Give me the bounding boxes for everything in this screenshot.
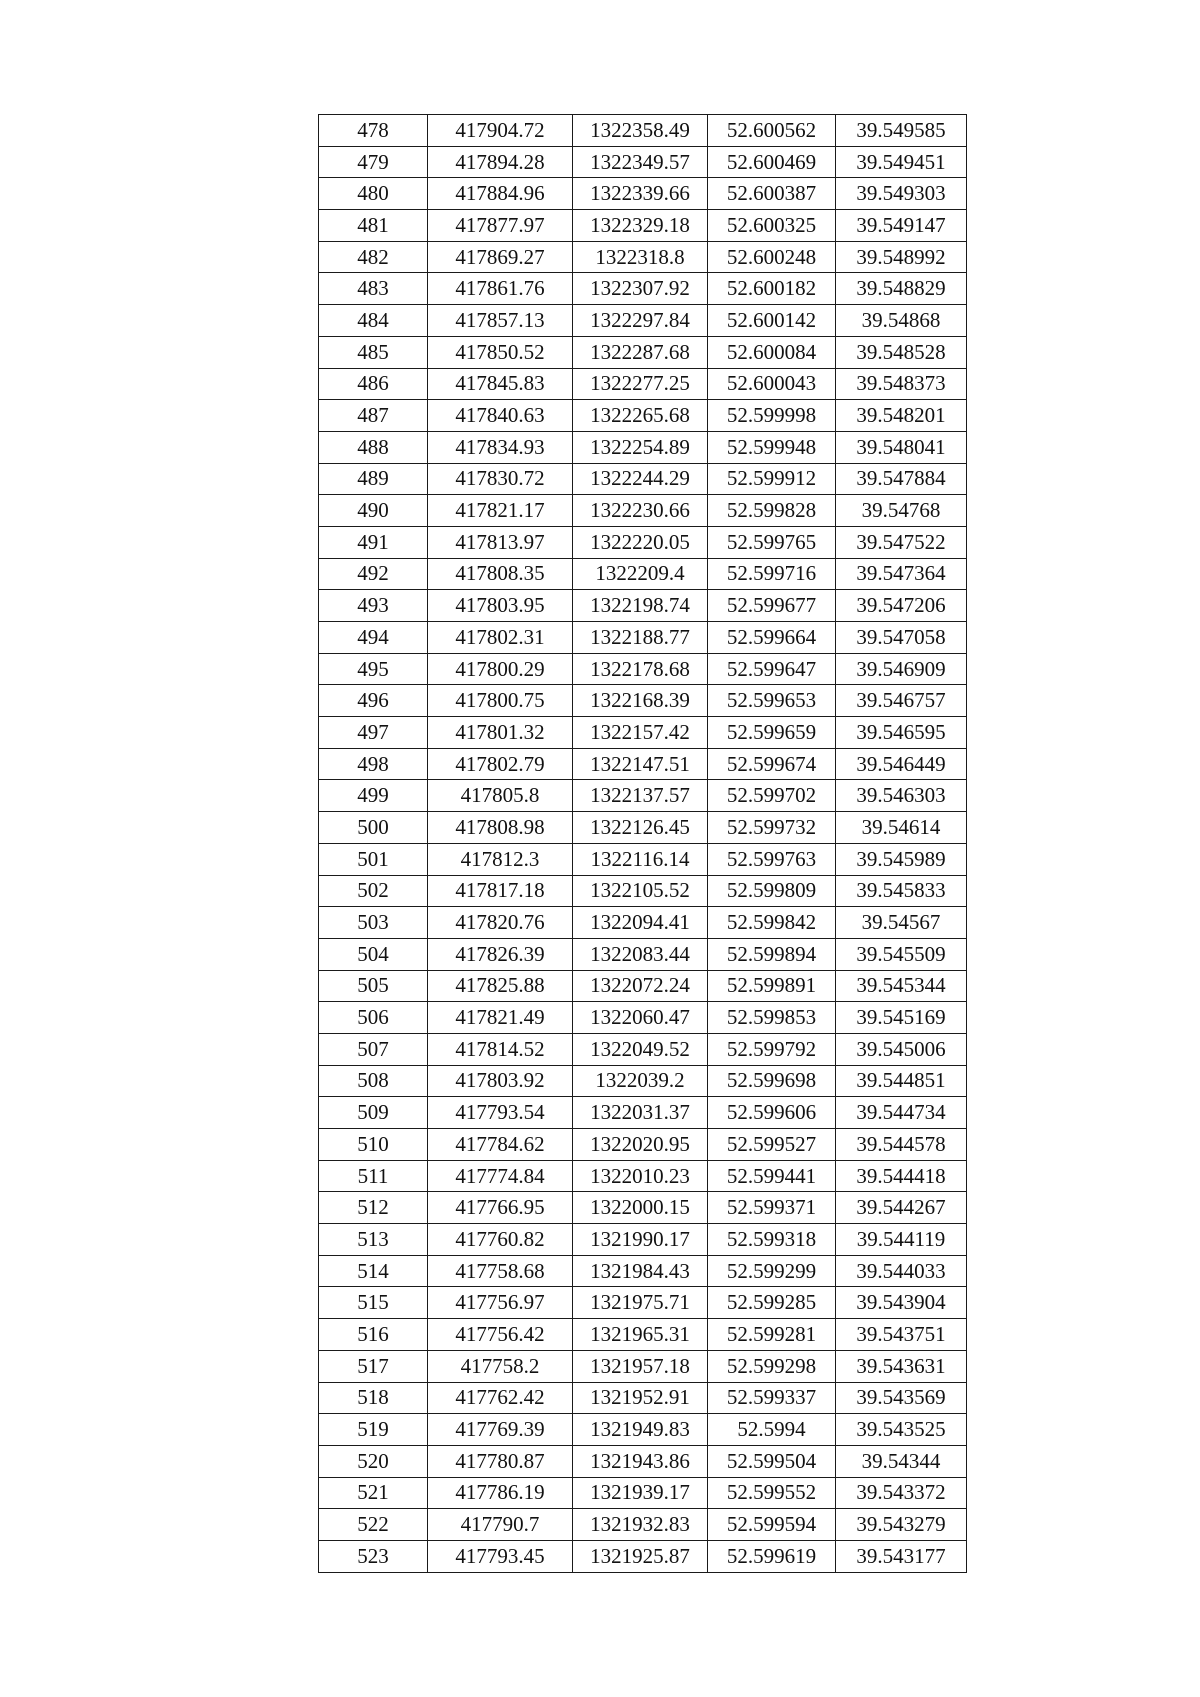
longitude-cell: 39.548041 <box>836 431 967 463</box>
x-coordinate-cell: 417808.35 <box>428 558 573 590</box>
point-number-cell: 516 <box>319 1319 428 1351</box>
latitude-cell: 52.599659 <box>708 717 836 749</box>
point-number-cell: 493 <box>319 590 428 622</box>
longitude-cell: 39.544734 <box>836 1097 967 1129</box>
table-row <box>319 241 967 273</box>
y-coordinate-cell: 1322105.52 <box>573 875 708 907</box>
latitude-cell: 52.599912 <box>708 463 836 495</box>
table-row <box>319 812 967 844</box>
latitude-cell: 52.599763 <box>708 843 836 875</box>
x-coordinate-cell: 417786.19 <box>428 1477 573 1509</box>
point-number-cell: 490 <box>319 495 428 527</box>
latitude-cell: 52.599647 <box>708 653 836 685</box>
table-row <box>319 653 967 685</box>
longitude-cell: 39.54614 <box>836 812 967 844</box>
table-row <box>319 1319 967 1351</box>
latitude-cell: 52.599702 <box>708 780 836 812</box>
x-coordinate-cell: 417780.87 <box>428 1445 573 1477</box>
y-coordinate-cell: 1322265.68 <box>573 400 708 432</box>
point-number-cell: 498 <box>319 748 428 780</box>
y-coordinate-cell: 1322094.41 <box>573 907 708 939</box>
x-coordinate-cell: 417760.82 <box>428 1224 573 1256</box>
x-coordinate-cell: 417793.45 <box>428 1540 573 1572</box>
table-row <box>319 495 967 527</box>
longitude-cell: 39.543279 <box>836 1509 967 1541</box>
latitude-cell: 52.599732 <box>708 812 836 844</box>
longitude-cell: 39.547206 <box>836 590 967 622</box>
y-coordinate-cell: 1322116.14 <box>573 843 708 875</box>
table-row <box>319 748 967 780</box>
x-coordinate-cell: 417769.39 <box>428 1414 573 1446</box>
table-row <box>319 1129 967 1161</box>
longitude-cell: 39.543631 <box>836 1350 967 1382</box>
x-coordinate-cell: 417805.8 <box>428 780 573 812</box>
y-coordinate-cell: 1322329.18 <box>573 210 708 242</box>
longitude-cell: 39.546757 <box>836 685 967 717</box>
x-coordinate-cell: 417802.31 <box>428 622 573 654</box>
y-coordinate-cell: 1322277.25 <box>573 368 708 400</box>
latitude-cell: 52.599664 <box>708 622 836 654</box>
point-number-cell: 489 <box>319 463 428 495</box>
y-coordinate-cell: 1321952.91 <box>573 1382 708 1414</box>
latitude-cell: 52.599765 <box>708 526 836 558</box>
x-coordinate-cell: 417802.79 <box>428 748 573 780</box>
point-number-cell: 485 <box>319 336 428 368</box>
latitude-cell: 52.599441 <box>708 1160 836 1192</box>
latitude-cell: 52.600182 <box>708 273 836 305</box>
table-row <box>319 590 967 622</box>
longitude-cell: 39.545833 <box>836 875 967 907</box>
x-coordinate-cell: 417812.3 <box>428 843 573 875</box>
point-number-cell: 501 <box>319 843 428 875</box>
x-coordinate-cell: 417840.63 <box>428 400 573 432</box>
table-row <box>319 1065 967 1097</box>
latitude-cell: 52.599677 <box>708 590 836 622</box>
x-coordinate-cell: 417774.84 <box>428 1160 573 1192</box>
longitude-cell: 39.544578 <box>836 1129 967 1161</box>
point-number-cell: 518 <box>319 1382 428 1414</box>
y-coordinate-cell: 1322137.57 <box>573 780 708 812</box>
longitude-cell: 39.543904 <box>836 1287 967 1319</box>
longitude-cell: 39.543569 <box>836 1382 967 1414</box>
table-row <box>319 1255 967 1287</box>
y-coordinate-cell: 1322220.05 <box>573 526 708 558</box>
y-coordinate-cell: 1322126.45 <box>573 812 708 844</box>
table-row <box>319 843 967 875</box>
latitude-cell: 52.600325 <box>708 210 836 242</box>
y-coordinate-cell: 1322287.68 <box>573 336 708 368</box>
x-coordinate-cell: 417808.98 <box>428 812 573 844</box>
table-row <box>319 1287 967 1319</box>
latitude-cell: 52.599842 <box>708 907 836 939</box>
point-number-cell: 478 <box>319 115 428 147</box>
point-number-cell: 523 <box>319 1540 428 1572</box>
point-number-cell: 492 <box>319 558 428 590</box>
latitude-cell: 52.600469 <box>708 146 836 178</box>
table-row <box>319 146 967 178</box>
y-coordinate-cell: 1322358.49 <box>573 115 708 147</box>
table-row <box>319 463 967 495</box>
point-number-cell: 502 <box>319 875 428 907</box>
longitude-cell: 39.54567 <box>836 907 967 939</box>
latitude-cell: 52.599285 <box>708 1287 836 1319</box>
longitude-cell: 39.549147 <box>836 210 967 242</box>
table-row <box>319 622 967 654</box>
longitude-cell: 39.547364 <box>836 558 967 590</box>
y-coordinate-cell: 1321939.17 <box>573 1477 708 1509</box>
table-row <box>319 1033 967 1065</box>
latitude-cell: 52.599552 <box>708 1477 836 1509</box>
longitude-cell: 39.545989 <box>836 843 967 875</box>
x-coordinate-cell: 417817.18 <box>428 875 573 907</box>
y-coordinate-cell: 1322031.37 <box>573 1097 708 1129</box>
x-coordinate-cell: 417869.27 <box>428 241 573 273</box>
latitude-cell: 52.5994 <box>708 1414 836 1446</box>
point-number-cell: 503 <box>319 907 428 939</box>
longitude-cell: 39.549585 <box>836 115 967 147</box>
latitude-cell: 52.599594 <box>708 1509 836 1541</box>
longitude-cell: 39.547522 <box>836 526 967 558</box>
y-coordinate-cell: 1322010.23 <box>573 1160 708 1192</box>
point-number-cell: 508 <box>319 1065 428 1097</box>
x-coordinate-cell: 417766.95 <box>428 1192 573 1224</box>
latitude-cell: 52.600387 <box>708 178 836 210</box>
y-coordinate-cell: 1321984.43 <box>573 1255 708 1287</box>
table-row <box>319 1002 967 1034</box>
longitude-cell: 39.545509 <box>836 938 967 970</box>
table-row <box>319 685 967 717</box>
table-row <box>319 526 967 558</box>
y-coordinate-cell: 1322297.84 <box>573 305 708 337</box>
latitude-cell: 52.599281 <box>708 1319 836 1351</box>
point-number-cell: 481 <box>319 210 428 242</box>
longitude-cell: 39.547884 <box>836 463 967 495</box>
table-row <box>319 1382 967 1414</box>
x-coordinate-cell: 417825.88 <box>428 970 573 1002</box>
table-row <box>319 115 967 147</box>
latitude-cell: 52.599653 <box>708 685 836 717</box>
y-coordinate-cell: 1321965.31 <box>573 1319 708 1351</box>
table-row <box>319 1540 967 1572</box>
longitude-cell: 39.549451 <box>836 146 967 178</box>
point-number-cell: 517 <box>319 1350 428 1382</box>
table-row <box>319 1160 967 1192</box>
point-number-cell: 505 <box>319 970 428 1002</box>
table-row <box>319 970 967 1002</box>
point-number-cell: 480 <box>319 178 428 210</box>
point-number-cell: 514 <box>319 1255 428 1287</box>
point-number-cell: 504 <box>319 938 428 970</box>
y-coordinate-cell: 1322000.15 <box>573 1192 708 1224</box>
y-coordinate-cell: 1321932.83 <box>573 1509 708 1541</box>
table-row <box>319 431 967 463</box>
x-coordinate-cell: 417857.13 <box>428 305 573 337</box>
latitude-cell: 52.599853 <box>708 1002 836 1034</box>
latitude-cell: 52.600043 <box>708 368 836 400</box>
latitude-cell: 52.599828 <box>708 495 836 527</box>
x-coordinate-cell: 417758.2 <box>428 1350 573 1382</box>
point-number-cell: 521 <box>319 1477 428 1509</box>
point-number-cell: 499 <box>319 780 428 812</box>
longitude-cell: 39.543525 <box>836 1414 967 1446</box>
latitude-cell: 52.600142 <box>708 305 836 337</box>
point-number-cell: 507 <box>319 1033 428 1065</box>
x-coordinate-cell: 417814.52 <box>428 1033 573 1065</box>
y-coordinate-cell: 1321925.87 <box>573 1540 708 1572</box>
x-coordinate-cell: 417850.52 <box>428 336 573 368</box>
table-row <box>319 1414 967 1446</box>
table-row <box>319 780 967 812</box>
x-coordinate-cell: 417821.49 <box>428 1002 573 1034</box>
longitude-cell: 39.546303 <box>836 780 967 812</box>
y-coordinate-cell: 1322198.74 <box>573 590 708 622</box>
longitude-cell: 39.544267 <box>836 1192 967 1224</box>
x-coordinate-cell: 417830.72 <box>428 463 573 495</box>
longitude-cell: 39.544418 <box>836 1160 967 1192</box>
latitude-cell: 52.599504 <box>708 1445 836 1477</box>
point-number-cell: 488 <box>319 431 428 463</box>
longitude-cell: 39.545344 <box>836 970 967 1002</box>
table-row <box>319 336 967 368</box>
latitude-cell: 52.600248 <box>708 241 836 273</box>
coordinates-table-body <box>319 115 967 1573</box>
x-coordinate-cell: 417784.62 <box>428 1129 573 1161</box>
longitude-cell: 39.546595 <box>836 717 967 749</box>
point-number-cell: 495 <box>319 653 428 685</box>
x-coordinate-cell: 417803.92 <box>428 1065 573 1097</box>
latitude-cell: 52.599606 <box>708 1097 836 1129</box>
point-number-cell: 512 <box>319 1192 428 1224</box>
latitude-cell: 52.599948 <box>708 431 836 463</box>
table-row <box>319 210 967 242</box>
point-number-cell: 486 <box>319 368 428 400</box>
longitude-cell: 39.548373 <box>836 368 967 400</box>
y-coordinate-cell: 1322188.77 <box>573 622 708 654</box>
point-number-cell: 509 <box>319 1097 428 1129</box>
longitude-cell: 39.543751 <box>836 1319 967 1351</box>
longitude-cell: 39.548528 <box>836 336 967 368</box>
x-coordinate-cell: 417803.95 <box>428 590 573 622</box>
latitude-cell: 52.599318 <box>708 1224 836 1256</box>
latitude-cell: 52.599298 <box>708 1350 836 1382</box>
point-number-cell: 491 <box>319 526 428 558</box>
latitude-cell: 52.599674 <box>708 748 836 780</box>
table-row <box>319 178 967 210</box>
longitude-cell: 39.548201 <box>836 400 967 432</box>
point-number-cell: 482 <box>319 241 428 273</box>
longitude-cell: 39.544033 <box>836 1255 967 1287</box>
longitude-cell: 39.54868 <box>836 305 967 337</box>
y-coordinate-cell: 1321975.71 <box>573 1287 708 1319</box>
longitude-cell: 39.546909 <box>836 653 967 685</box>
point-number-cell: 506 <box>319 1002 428 1034</box>
y-coordinate-cell: 1322178.68 <box>573 653 708 685</box>
y-coordinate-cell: 1322049.52 <box>573 1033 708 1065</box>
point-number-cell: 484 <box>319 305 428 337</box>
x-coordinate-cell: 417762.42 <box>428 1382 573 1414</box>
x-coordinate-cell: 417904.72 <box>428 115 573 147</box>
longitude-cell: 39.547058 <box>836 622 967 654</box>
latitude-cell: 52.599998 <box>708 400 836 432</box>
longitude-cell: 39.548829 <box>836 273 967 305</box>
x-coordinate-cell: 417821.17 <box>428 495 573 527</box>
y-coordinate-cell: 1322244.29 <box>573 463 708 495</box>
point-number-cell: 500 <box>319 812 428 844</box>
latitude-cell: 52.600084 <box>708 336 836 368</box>
point-number-cell: 519 <box>319 1414 428 1446</box>
table-row <box>319 907 967 939</box>
y-coordinate-cell: 1322254.89 <box>573 431 708 463</box>
table-row <box>319 1097 967 1129</box>
latitude-cell: 52.599891 <box>708 970 836 1002</box>
longitude-cell: 39.54768 <box>836 495 967 527</box>
latitude-cell: 52.600562 <box>708 115 836 147</box>
latitude-cell: 52.599698 <box>708 1065 836 1097</box>
longitude-cell: 39.543372 <box>836 1477 967 1509</box>
y-coordinate-cell: 1322147.51 <box>573 748 708 780</box>
table-row <box>319 400 967 432</box>
table-row <box>319 1192 967 1224</box>
table-row <box>319 875 967 907</box>
point-number-cell: 510 <box>319 1129 428 1161</box>
table-row <box>319 273 967 305</box>
x-coordinate-cell: 417756.97 <box>428 1287 573 1319</box>
x-coordinate-cell: 417861.76 <box>428 273 573 305</box>
longitude-cell: 39.543177 <box>836 1540 967 1572</box>
latitude-cell: 52.599337 <box>708 1382 836 1414</box>
table-row <box>319 368 967 400</box>
latitude-cell: 52.599619 <box>708 1540 836 1572</box>
latitude-cell: 52.599527 <box>708 1129 836 1161</box>
y-coordinate-cell: 1322039.2 <box>573 1065 708 1097</box>
table-row <box>319 1224 967 1256</box>
latitude-cell: 52.599894 <box>708 938 836 970</box>
longitude-cell: 39.549303 <box>836 178 967 210</box>
table-row <box>319 717 967 749</box>
y-coordinate-cell: 1322060.47 <box>573 1002 708 1034</box>
table-row <box>319 1477 967 1509</box>
point-number-cell: 494 <box>319 622 428 654</box>
x-coordinate-cell: 417813.97 <box>428 526 573 558</box>
y-coordinate-cell: 1321943.86 <box>573 1445 708 1477</box>
y-coordinate-cell: 1322072.24 <box>573 970 708 1002</box>
y-coordinate-cell: 1322318.8 <box>573 241 708 273</box>
x-coordinate-cell: 417877.97 <box>428 210 573 242</box>
x-coordinate-cell: 417826.39 <box>428 938 573 970</box>
point-number-cell: 497 <box>319 717 428 749</box>
y-coordinate-cell: 1322168.39 <box>573 685 708 717</box>
table-row <box>319 305 967 337</box>
point-number-cell: 520 <box>319 1445 428 1477</box>
x-coordinate-cell: 417834.93 <box>428 431 573 463</box>
x-coordinate-cell: 417801.32 <box>428 717 573 749</box>
point-number-cell: 487 <box>319 400 428 432</box>
latitude-cell: 52.599371 <box>708 1192 836 1224</box>
table-row <box>319 558 967 590</box>
longitude-cell: 39.545006 <box>836 1033 967 1065</box>
point-number-cell: 496 <box>319 685 428 717</box>
latitude-cell: 52.599792 <box>708 1033 836 1065</box>
y-coordinate-cell: 1322209.4 <box>573 558 708 590</box>
longitude-cell: 39.545169 <box>836 1002 967 1034</box>
table-row <box>319 1509 967 1541</box>
x-coordinate-cell: 417758.68 <box>428 1255 573 1287</box>
x-coordinate-cell: 417756.42 <box>428 1319 573 1351</box>
longitude-cell: 39.544119 <box>836 1224 967 1256</box>
y-coordinate-cell: 1322349.57 <box>573 146 708 178</box>
y-coordinate-cell: 1321949.83 <box>573 1414 708 1446</box>
point-number-cell: 483 <box>319 273 428 305</box>
longitude-cell: 39.54344 <box>836 1445 967 1477</box>
y-coordinate-cell: 1322157.42 <box>573 717 708 749</box>
x-coordinate-cell: 417790.7 <box>428 1509 573 1541</box>
longitude-cell: 39.544851 <box>836 1065 967 1097</box>
latitude-cell: 52.599299 <box>708 1255 836 1287</box>
x-coordinate-cell: 417793.54 <box>428 1097 573 1129</box>
longitude-cell: 39.548992 <box>836 241 967 273</box>
longitude-cell: 39.546449 <box>836 748 967 780</box>
x-coordinate-cell: 417845.83 <box>428 368 573 400</box>
x-coordinate-cell: 417894.28 <box>428 146 573 178</box>
x-coordinate-cell: 417820.76 <box>428 907 573 939</box>
table-row <box>319 1350 967 1382</box>
y-coordinate-cell: 1322083.44 <box>573 938 708 970</box>
coordinates-table <box>318 114 967 1573</box>
x-coordinate-cell: 417884.96 <box>428 178 573 210</box>
point-number-cell: 511 <box>319 1160 428 1192</box>
latitude-cell: 52.599809 <box>708 875 836 907</box>
y-coordinate-cell: 1321990.17 <box>573 1224 708 1256</box>
y-coordinate-cell: 1322339.66 <box>573 178 708 210</box>
x-coordinate-cell: 417800.75 <box>428 685 573 717</box>
y-coordinate-cell: 1322307.92 <box>573 273 708 305</box>
latitude-cell: 52.599716 <box>708 558 836 590</box>
table-row <box>319 938 967 970</box>
y-coordinate-cell: 1321957.18 <box>573 1350 708 1382</box>
y-coordinate-cell: 1322020.95 <box>573 1129 708 1161</box>
point-number-cell: 479 <box>319 146 428 178</box>
y-coordinate-cell: 1322230.66 <box>573 495 708 527</box>
x-coordinate-cell: 417800.29 <box>428 653 573 685</box>
point-number-cell: 515 <box>319 1287 428 1319</box>
point-number-cell: 513 <box>319 1224 428 1256</box>
table-row <box>319 1445 967 1477</box>
point-number-cell: 522 <box>319 1509 428 1541</box>
